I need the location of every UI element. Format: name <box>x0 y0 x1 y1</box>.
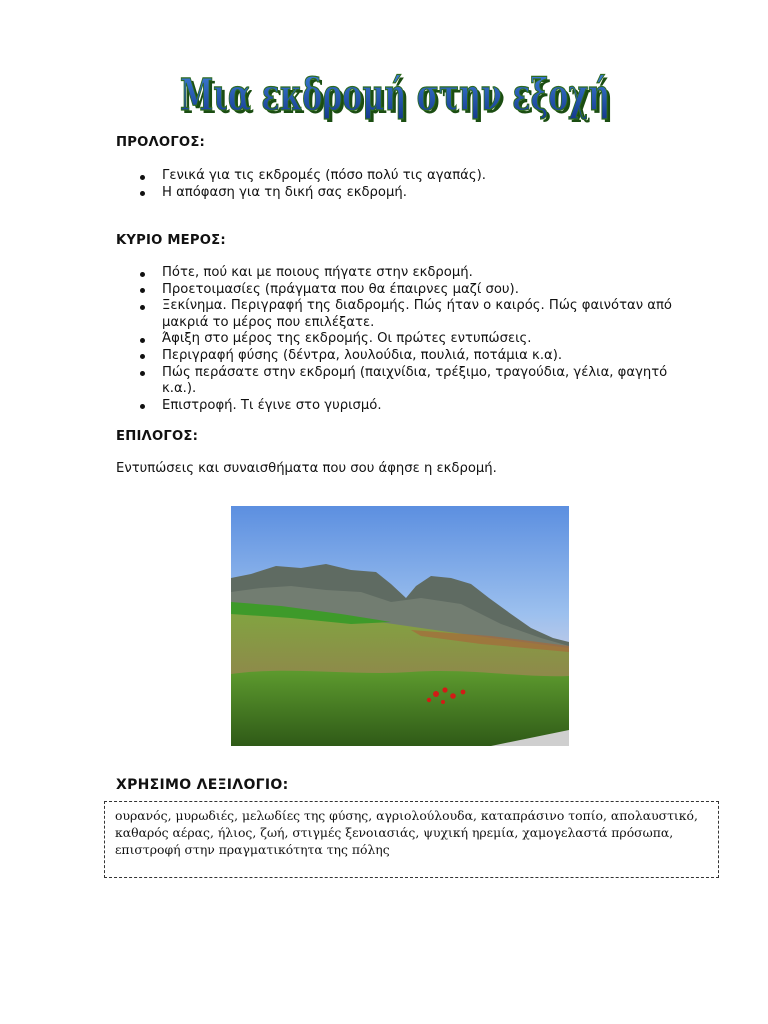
wordart-title <box>160 52 630 130</box>
epilogue-heading: ΕΠΙΛΟΓΟΣ: <box>116 429 199 444</box>
list-item: Περιγραφή φύσης (δέντρα, λουλούδια, πουλιά, ποτάμια κ.α). <box>162 348 682 365</box>
list-item: Άφιξη στο μέρος της εκδρομής. Οι πρώτες εντυπώσεις. <box>162 331 682 348</box>
epilogue-text: Εντυπώσεις και συναισθήματα που σου άφησε η εκδρομή. <box>116 461 497 476</box>
list-item: Γενικά για τις εκδρομές (πόσο πολύ τις αγαπάς). <box>162 168 702 185</box>
landscape-illustration <box>231 506 569 746</box>
main-body-list <box>116 265 682 414</box>
main-body-heading: ΚΥΡΙΟ ΜΕΡΟΣ: <box>116 233 226 248</box>
title-shadow: Μια εκδρομή στην εξοχή <box>183 73 613 124</box>
list-item: Ξεκίνημα. Περιγραφή της διαδρομής. Πώς ήταν ο καιρός. Πώς φαινόταν από μακριά το μέρος που επιλέξατε. <box>162 298 682 331</box>
vocabulary-box <box>104 801 719 878</box>
list-item: Επιστροφή. Τι έγινε στο γυρισμό. <box>162 398 682 415</box>
vocabulary-heading: ΧΡΗΣΙΜΟ ΛΕΞΙΛΟΓΙΟ: <box>116 777 289 793</box>
vocabulary-text: ουρανός, μυρωδιές, μελωδίες της φύσης, αγριολούλουδα, καταπράσινο τοπίο, απολαυστικό, καθαρός αέρας, ήλιος, ζωή, στιγμές ξενοιασιάς, ψυχική ηρεμία, χαμογελαστά πρόσωπα, επιστροφή στην πραγματικότητα της πόλης <box>115 808 698 857</box>
prologue-heading: ΠΡΟΛΟΓΟΣ: <box>116 135 206 150</box>
grass-foreground <box>231 671 569 746</box>
list-item: Πώς περάσατε στην εκδρομή (παιχνίδια, τρέξιμο, τραγούδια, γέλια, φαγητό κ.α.). <box>162 365 682 398</box>
list-item: Η απόφαση για τη δική σας εκδρομή. <box>162 185 702 202</box>
prologue-list <box>116 168 702 201</box>
landscape-photo <box>231 506 569 746</box>
list-item: Πότε, πού και με ποιους πήγατε στην εκδρομή. <box>162 265 682 282</box>
wordart-title-svg <box>160 52 630 130</box>
list-item: Προετοιμασίες (πράγματα που θα έπαιρνες μαζί σου). <box>162 282 682 299</box>
title-text: Μια εκδρομή στην εξοχή <box>180 70 610 121</box>
